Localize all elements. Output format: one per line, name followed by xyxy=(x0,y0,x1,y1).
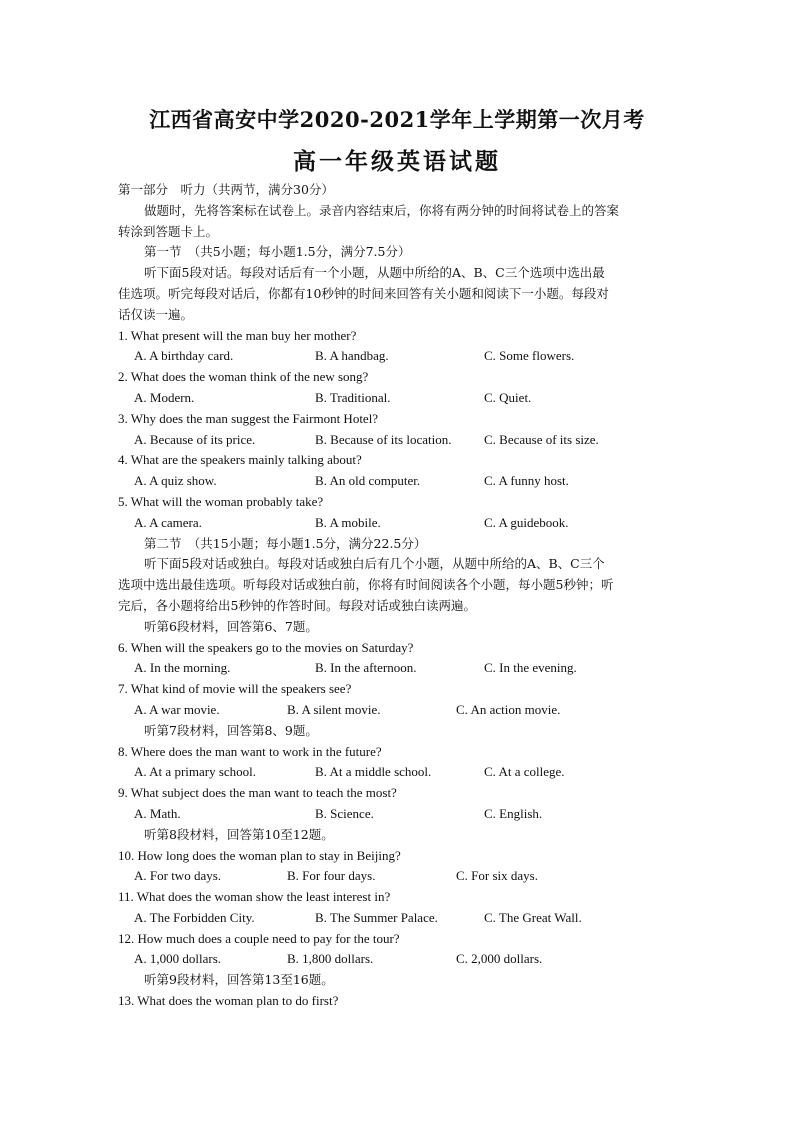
section2-instruction: 听下面5段对话或独白。每段对话或独白后有几个小题，从题中所给的A、B、C三个 xyxy=(144,556,605,572)
question-text: 12. How much does a couple need to pay for the tour? xyxy=(118,930,400,946)
option-a: A. A quiz show. xyxy=(134,473,217,489)
intro-line: 转涂到答题卡上。 xyxy=(118,223,219,239)
material-note: 听第8段材料，回答第10至12题。 xyxy=(144,826,334,842)
question-text: 1. What present will the man buy her mother? xyxy=(118,327,357,343)
question-options xyxy=(118,762,678,783)
material-note: 听第9段材料，回答第13至16题。 xyxy=(144,972,334,988)
option-b: B. An old computer. xyxy=(315,473,421,489)
option-a: A. Math. xyxy=(134,805,181,821)
question-text: 3. Why does the man suggest the Fairmont Hotel? xyxy=(118,410,379,426)
question-options xyxy=(118,866,678,887)
option-b: B. In the afternoon. xyxy=(315,660,417,676)
material-note: 听第7段材料，回答第8、9题。 xyxy=(144,722,318,738)
option-b: B. A silent movie. xyxy=(287,701,381,717)
option-b: B. Because of its location. xyxy=(315,431,452,447)
question-text: 2. What does the woman think of the new song? xyxy=(118,369,369,385)
option-c: C. English. xyxy=(484,805,543,821)
question-options xyxy=(118,471,678,492)
option-b: B. 1,800 dollars. xyxy=(287,951,374,967)
option-c: C. A funny host. xyxy=(484,473,569,489)
section2-instruction: 完后，各小题将给出5秒钟的作答时间。每段对话或独白读两遍。 xyxy=(118,597,476,613)
question-text: 5. What will the woman probably take? xyxy=(118,493,324,509)
question-text: 9. What subject does the man want to teach the most? xyxy=(118,785,397,801)
question-options xyxy=(118,513,678,534)
question-options xyxy=(118,700,678,721)
option-a: A. 1,000 dollars. xyxy=(134,951,222,967)
question-options xyxy=(118,388,678,409)
intro-line: 做题时，先将答案标在试卷上。录音内容结束后，你将有两分钟的时间将试卷上的答案 xyxy=(144,202,620,218)
question-options xyxy=(118,430,678,451)
section1-heading: 第一节 （共5小题；每小题1.5分，满分7.5分） xyxy=(144,244,411,260)
option-a: A. At a primary school. xyxy=(134,764,257,780)
section1-instruction: 佳选项。听完每段对话后，你都有10秒钟的时间来回答有关小题和阅读下一小题。每段对 xyxy=(118,285,609,301)
option-b: B. Science. xyxy=(315,805,374,821)
option-a: A. A camera. xyxy=(134,514,202,530)
question-text: 4. What are the speakers mainly talking about? xyxy=(118,452,362,468)
option-c: C. A guidebook. xyxy=(484,514,569,530)
option-a: A. A war movie. xyxy=(134,701,220,717)
option-b: B. For four days. xyxy=(287,868,376,884)
option-c: C. 2,000 dollars. xyxy=(456,951,543,967)
section1-instruction: 话仅读一遍。 xyxy=(118,306,194,322)
question-text: 6. When will the speakers go to the movies on Saturday? xyxy=(118,639,414,655)
option-a: A. Because of its price. xyxy=(134,431,256,447)
part1-heading: 第一部分 听力（共两节，满分30分） xyxy=(118,182,334,197)
section1-instruction: 听下面5段对话。每段对话后有一个小题，从题中所给的A、B、C三个选项中选出最 xyxy=(144,265,605,281)
question-text: 7. What kind of movie will the speakers see? xyxy=(118,681,352,697)
material-note: 听第6段材料，回答第6、7题。 xyxy=(144,618,318,634)
exam-body xyxy=(118,180,678,1012)
section2-heading: 第二节 （共15小题；每小题1.5分，满分22.5分） xyxy=(144,535,427,551)
option-c: C. The Great Wall. xyxy=(484,909,582,925)
option-a: A. In the morning. xyxy=(134,660,231,676)
question-options xyxy=(118,804,678,825)
question-options xyxy=(118,346,678,367)
option-a: A. Modern. xyxy=(134,389,195,405)
option-c: C. In the evening. xyxy=(484,660,577,676)
question-options xyxy=(118,658,678,679)
option-b: B. The Summer Palace. xyxy=(315,909,438,925)
option-b: B. A mobile. xyxy=(315,514,381,530)
option-c: C. Because of its size. xyxy=(484,431,599,447)
option-a: A. The Forbidden City. xyxy=(134,909,255,925)
option-c: C. Some flowers. xyxy=(484,348,575,364)
option-a: A. A birthday card. xyxy=(134,348,234,364)
option-c: C. At a college. xyxy=(484,764,565,780)
question-text: 11. What does the woman show the least interest in? xyxy=(118,889,391,905)
option-b: B. At a middle school. xyxy=(315,764,432,780)
option-c: C. For six days. xyxy=(456,868,538,884)
option-a: A. For two days. xyxy=(134,868,222,884)
option-b: B. A handbag. xyxy=(315,348,389,364)
exam-subtitle: 高一年级英语试题 xyxy=(293,148,501,175)
question-text: 8. Where does the man want to work in the future? xyxy=(118,743,382,759)
section2-instruction: 选项中选出最佳选项。听每段对话或独白前，你将有时间阅读各个小题，每小题5秒钟；听 xyxy=(118,577,614,593)
option-b: B. Traditional. xyxy=(315,389,391,405)
question-text: 13. What does the woman plan to do first? xyxy=(118,993,339,1009)
option-c: C. An action movie. xyxy=(456,701,561,717)
exam-title: 江西省高安中学2020-2021学年上学期第一次月考 xyxy=(149,107,645,132)
question-text: 10. How long does the woman plan to stay in Beijing? xyxy=(118,847,401,863)
option-c: C. Quiet. xyxy=(484,389,532,405)
question-options xyxy=(118,908,678,929)
question-options xyxy=(118,949,678,970)
